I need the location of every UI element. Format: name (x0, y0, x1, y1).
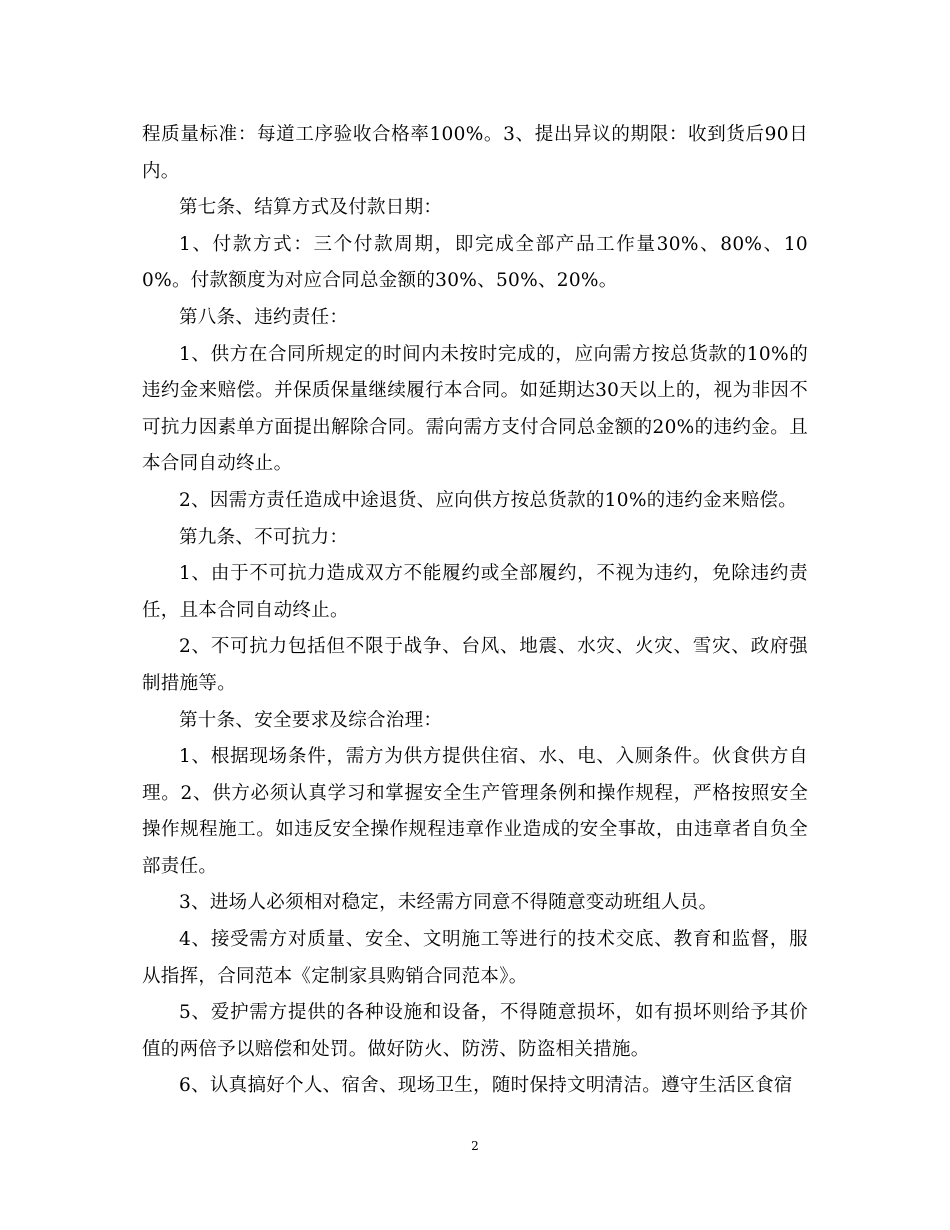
paragraph-7: 第九条、不可抗力： (179, 526, 349, 548)
paragraph-11: 1、根据现场条件，需方为供方提供住宿、水、电、入厕条件。伙食供方自理。2、供方必须认真学习和掌握安全生产管理条例和操作规程，严格按照安全操作规程施工。如违反安全操作规程违章作业造成的安全事故，由违章者自负全部责任。 (142, 746, 808, 877)
paragraph-6: 2、因需方责任造成中途退货、应向供方按总货款的10%的违约金来赔偿。 (179, 489, 798, 511)
paragraph-9: 2、不可抗力包括但不限于战争、台风、地震、水灾、火灾、雪灾、政府强制措施等。 (142, 636, 808, 694)
paragraph-3: 1、付款方式：三个付款周期，即完成全部产品工作量30%、80%、100%。付款额度为对应合同总金额的30%、50%、20%。 (142, 233, 808, 292)
document-body (142, 117, 808, 1105)
paragraph-12: 3、进场人必须相对稳定，未经需方同意不得随意变动班组人员。 (179, 892, 718, 914)
paragraph-1: 程质量标准：每道工序验收合格率100%。3、提出异议的期限：收到货后90日内。 (142, 124, 808, 182)
paragraph-2: 第七条、结算方式及付款日期： (179, 197, 443, 219)
page-number: 2 (471, 1139, 479, 1153)
paragraph-10: 第十条、安全要求及综合治理： (179, 709, 443, 731)
paragraph-14: 5、爱护需方提供的各种设施和设备，不得随意损坏，如有损坏则给予其价值的两倍予以赔偿和处罚。做好防火、防涝、防盗相关措施。 (142, 1002, 808, 1060)
paragraph-15: 6、认真搞好个人、宿舍、现场卫生，随时保持文明清洁。遵守生活区食宿 (179, 1075, 793, 1097)
paragraph-8: 1、由于不可抗力造成双方不能履约或全部履约，不视为违约，免除违约责任，且本合同自动终止。 (142, 563, 808, 621)
paragraph-5: 1、供方在合同所规定的时间内未按时完成的，应向需方按总货款的10%的违约金来赔偿。并保质保量继续履行本合同。如延期达30天以上的，视为非因不可抗力因素单方面提出解除合同。需向需方支付合同总金额的20%的违约金。且本合同自动终止。 (142, 343, 808, 475)
paragraph-13: 4、接受需方对质量、安全、文明施工等进行的技术交底、教育和监督，服从指挥，合同范本《定制家具购销合同范本》。 (142, 929, 808, 987)
paragraph-4: 第八条、违约责任： (179, 306, 349, 328)
